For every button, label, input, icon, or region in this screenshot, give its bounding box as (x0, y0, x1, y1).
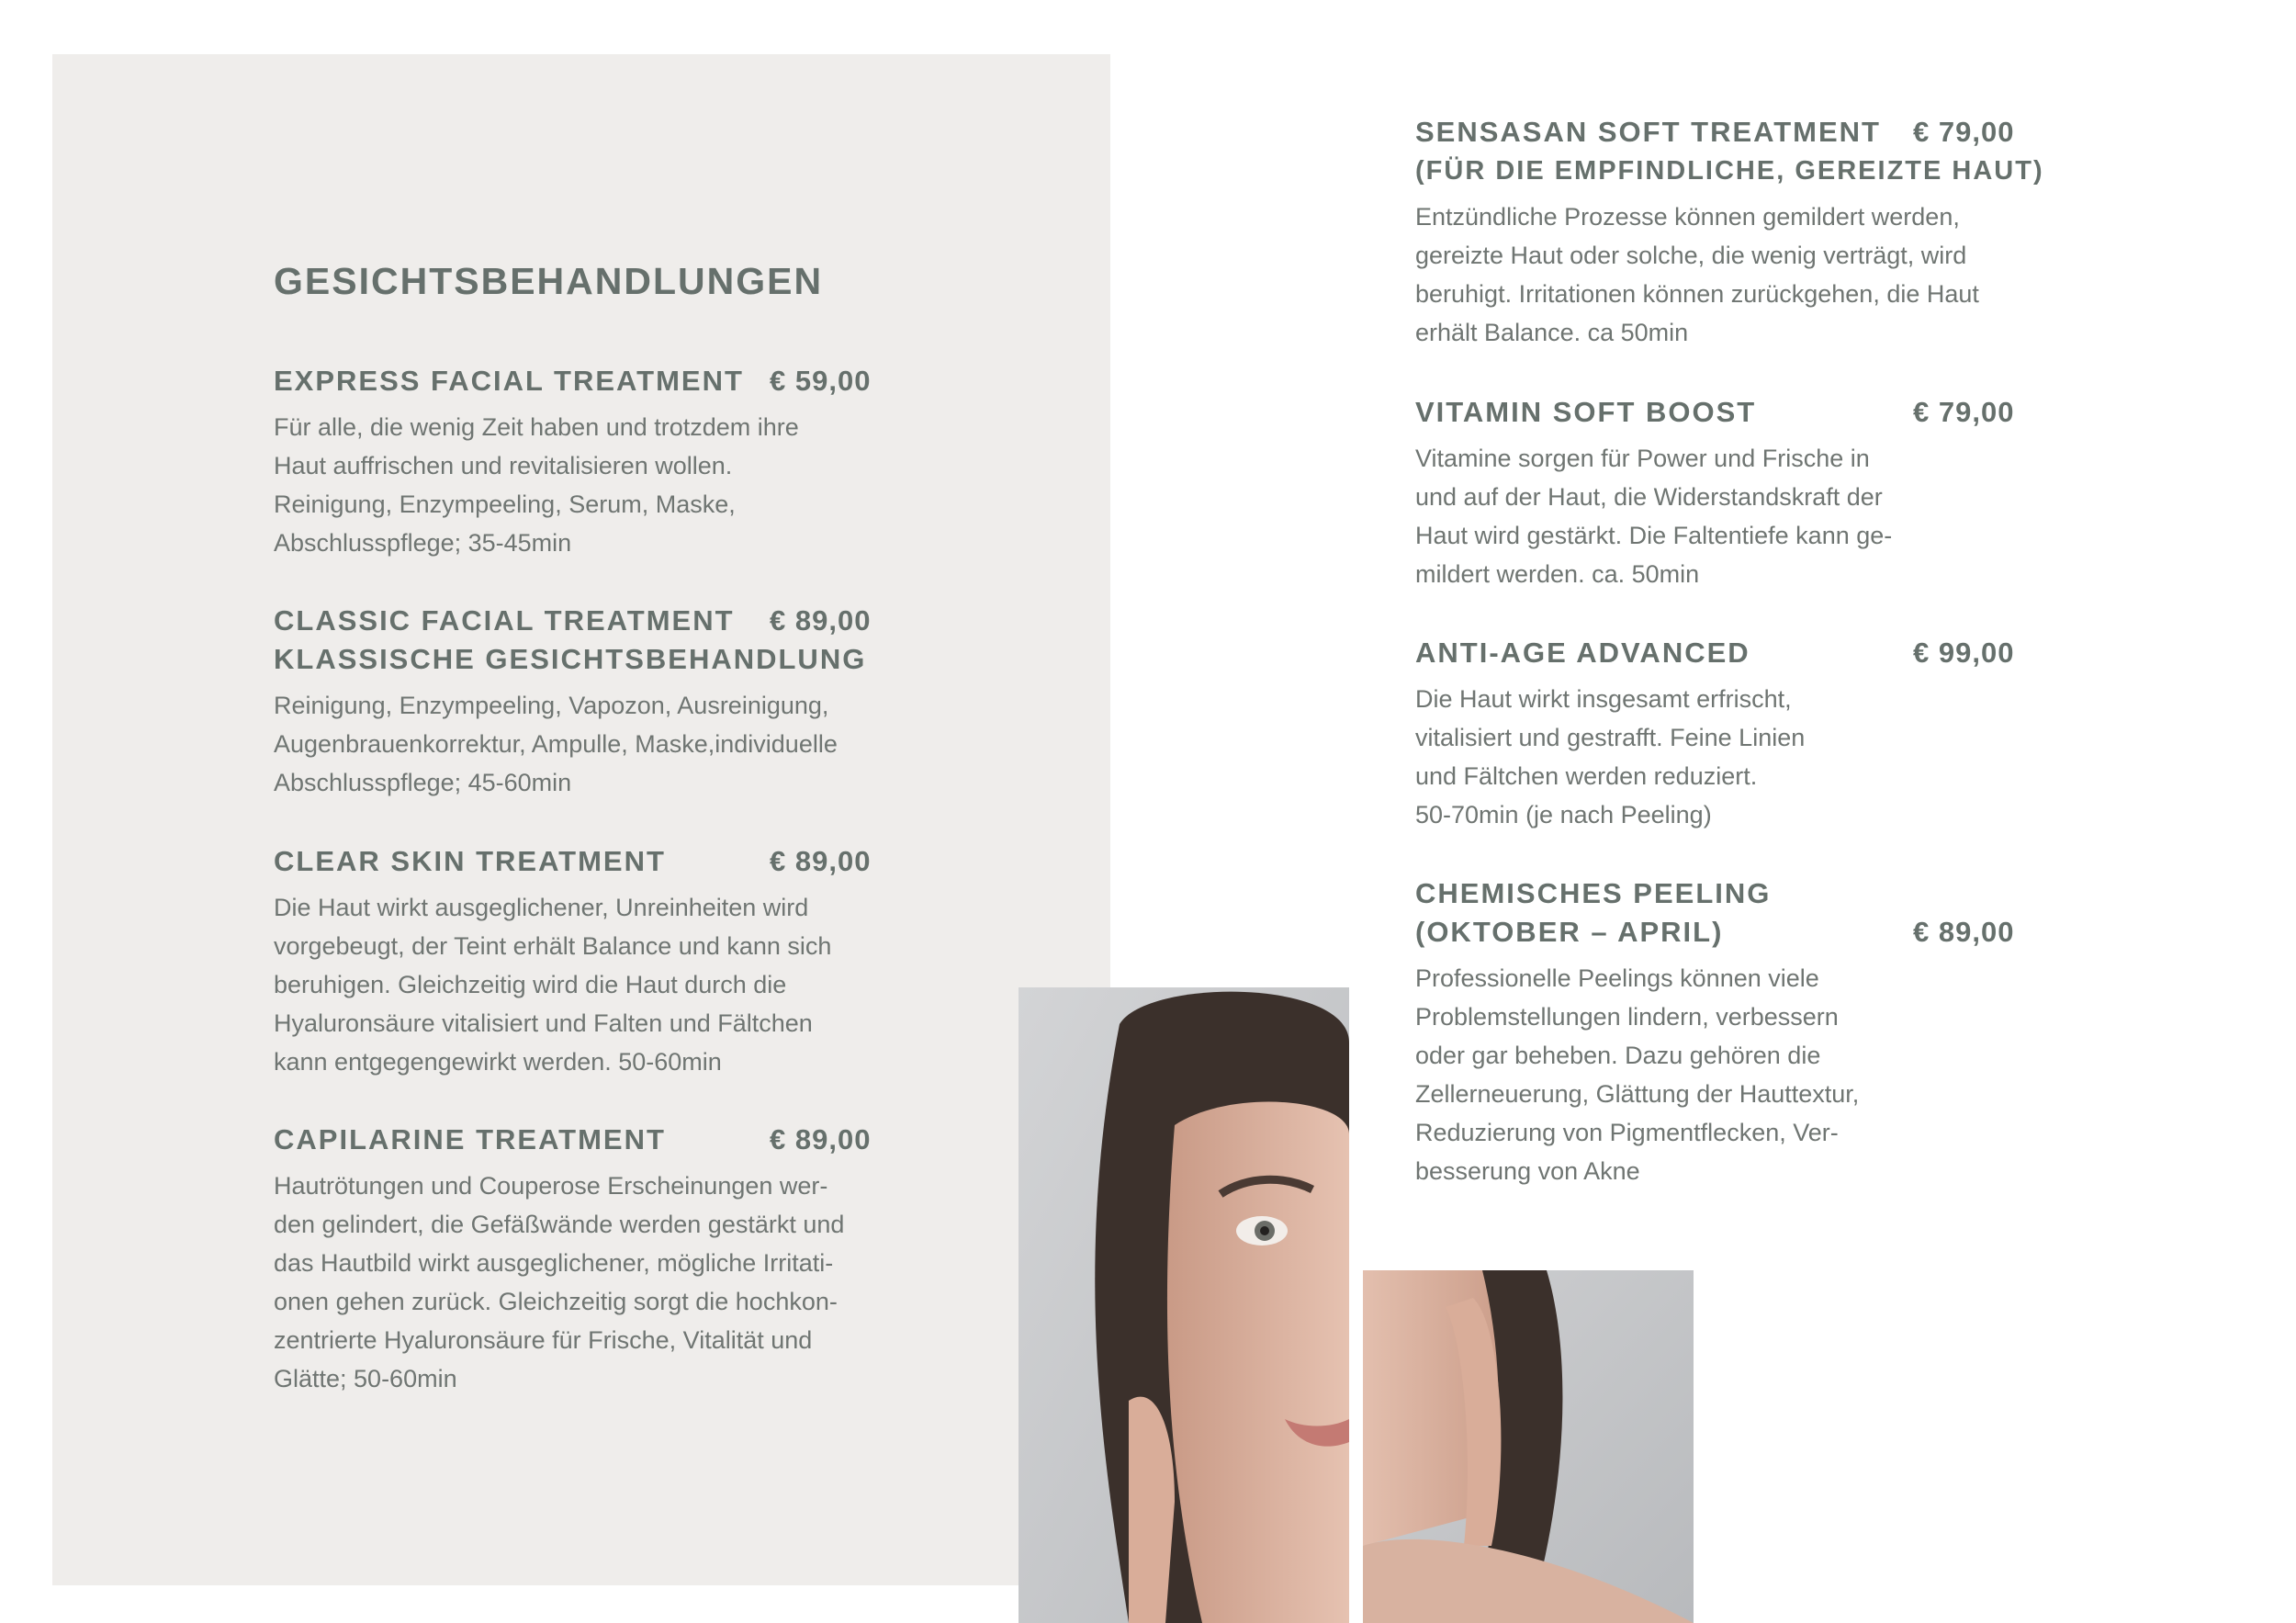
treatment-anti-age-advanced (1415, 634, 2015, 834)
treatment-name: SENSASAN SOFT TREATMENT (FÜR DIE EMPFINDLICHE, GEREIZTE HAUT) (1415, 116, 2044, 186)
face-illustration (1019, 987, 1349, 1623)
treatment-name: CAPILARINE TREATMENT (274, 1123, 666, 1155)
treatment-description: Professionelle Peelings können viele Problemstellungen lindern, verbessern oder gar beheben. Dazu gehören die Zellerneuerung, Glättung der Hauttextur, Reduzierung von Pigmentflecken, Ver- besserung von Akne (1415, 964, 1860, 1185)
treatment-chemisches-peeling (1415, 874, 2015, 1190)
treatment-name: CHEMISCHES PEELING (OKTOBER – APRIL) (1415, 877, 1772, 948)
treatment-price: € 79,00 (1913, 396, 2015, 428)
treatment-price: € 59,00 (770, 365, 872, 397)
treatment-express-facial (274, 362, 872, 562)
treatment-vitamin-soft-boost (1415, 393, 2015, 593)
treatment-description: Reinigung, Enzympeeling, Vapozon, Ausreinigung, Augenbrauenkorrektur, Ampulle, Maske,individuelle Abschlusspflege; 45-60min (274, 692, 838, 796)
treatment-description: Hautrötungen und Couperose Erscheinungen wer- den gelindert, die Gefäßwände werden gestärkt und das Hautbild wirkt ausgeglichener, mögliche Irritati- onen gehen zurück. Gleichzeitig sorgt die hochkon- zentrierte Hyaluronsäure für Frische, Vitalität und Glätte; 50-60min (274, 1172, 845, 1392)
treatment-price: € 99,00 (1913, 637, 2015, 669)
treatment-description: Vitamine sorgen für Power und Frische in und auf der Haut, die Widerstandskraft der Haut wird gestärkt. Die Faltentiefe kann ge- mildert werden. ca. 50min (1415, 445, 1893, 588)
treatment-name: ANTI-AGE ADVANCED (1415, 637, 1750, 669)
treatment-name: EXPRESS FACIAL TREATMENT (274, 365, 744, 397)
treatment-price: € 89,00 (1913, 916, 2015, 948)
treatment-description: Entzündliche Prozesse können gemildert werden, gereizte Haut oder solche, die wenig verträgt, wird beruhigt. Irritationen können zurückgehen, die Haut erhält Balance. ca 50min (1415, 203, 1979, 346)
treatment-price: € 89,00 (770, 604, 872, 637)
treatment-price: € 89,00 (770, 845, 872, 877)
treatment-name: CLEAR SKIN TREATMENT (274, 845, 666, 877)
treatment-name: VITAMIN SOFT BOOST (1415, 396, 1757, 428)
treatment-price: € 89,00 (770, 1123, 872, 1155)
treatment-name: CLASSIC FACIAL TREATMENT KLASSISCHE GESICHTSBEHANDLUNG (274, 604, 867, 675)
treatment-price: € 79,00 (1913, 116, 2015, 148)
face-photo-right (1363, 1270, 1694, 1623)
treatment-classic-facial (274, 602, 872, 802)
face-photo-left (1019, 987, 1349, 1623)
section-title: GESICHTSBEHANDLUNGEN (274, 260, 824, 302)
treatment-clear-skin (274, 842, 872, 1081)
treatment-capilarine (274, 1121, 872, 1398)
face-illustration (1363, 1270, 1694, 1623)
treatment-description: Für alle, die wenig Zeit haben und trotzdem ihre Haut auffrischen und revitalisieren wollen. Reinigung, Enzympeeling, Serum, Maske, Abschlusspflege; 35-45min (274, 413, 799, 557)
treatment-sensasan-soft (1415, 113, 2044, 352)
treatment-description: Die Haut wirkt ausgeglichener, Unreinheiten wird vorgebeugt, der Teint erhält Balance und kann sich beruhigen. Gleichzeitig wird die Haut durch die Hyaluronsäure vitalisiert und Falten und Fältchen kann entgegengewirkt werden. 50-60min (274, 894, 832, 1076)
treatment-description: Die Haut wirkt insgesamt erfrischt, vitalisiert und gestrafft. Feine Linien und Fältchen werden reduziert. 50-70min (je nach Peeling) (1415, 685, 1806, 828)
